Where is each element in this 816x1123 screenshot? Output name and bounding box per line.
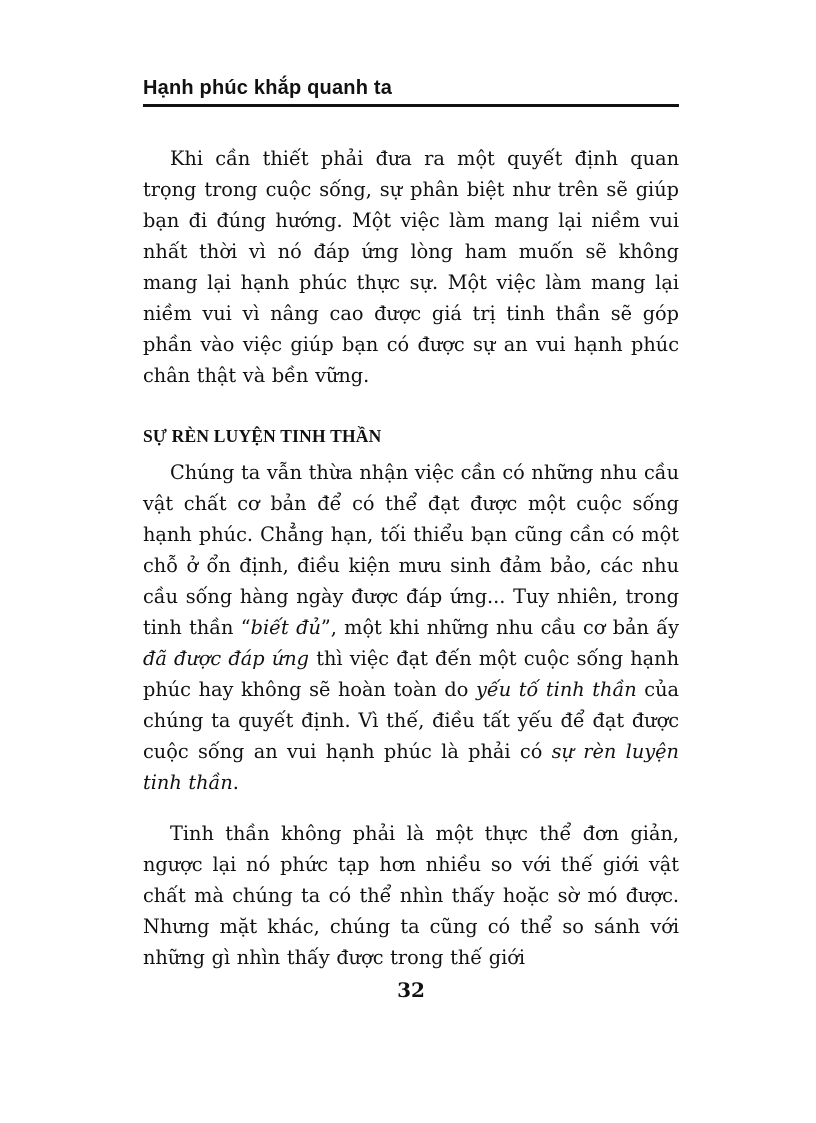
paragraph-3: Tinh thần không phải là một thực thể đơn giản, ngược lại nó phức tạp hơn nhiều so với thế giới vật chất mà chúng ta có thể nhìn thấy hoặc sờ mó được. Nhưng mặt khác, chúng ta cũng có thể so sánh với những gì nhìn thấy được trong thế giới xyxy=(143,822,679,969)
section-heading: SỰ RÈN LUYỆN TINH THẦN xyxy=(143,426,382,446)
italic-phrase: biết đủ xyxy=(250,616,321,639)
paragraph-1: Khi cần thiết phải đưa ra một quyết định quan trọng trong cuộc sống, sự phân biệt như trên sẽ giúp bạn đi đúng hướng. Một việc làm mang lại niềm vui nhất thời vì nó đáp ứng lòng ham muốn sẽ không mang lại hạnh phúc thực sự. Một việc làm mang lại niềm vui vì nâng cao được giá trị tinh thần sẽ góp phần vào việc giúp bạn có được sự an vui hạnh phúc chân thật và bền vững. xyxy=(143,147,679,387)
italic-phrase: sự rèn luyện tinh thần xyxy=(143,740,679,794)
paragraph-2 xyxy=(143,457,679,798)
paragraph-2-text: thì việc đạt đến một cuộc sống hạnh phúc hay không sẽ hoàn toàn do xyxy=(143,647,679,701)
book-page xyxy=(143,0,679,1123)
italic-phrase: đã được đáp ứng xyxy=(143,647,310,670)
paragraph-2-text: Chúng ta vẫn thừa nhận việc cần có những nhu cầu vật chất cơ bản để có thể đạt được một cuộc sống hạnh phúc. Chẳng hạn, tối thiểu bạn cũng cần có một chỗ ở ổn định, điều kiện mưu sinh đảm bảo, các nhu cầu sống hàng ngày được đáp ứng... Tuy nhiên, trong tinh thần “ xyxy=(143,461,679,639)
paragraph-2-text: ”, một khi những nhu cầu cơ bản ấy xyxy=(320,616,679,639)
page-number: 32 xyxy=(397,978,425,1002)
running-header-title: Hạnh phúc khắp quanh ta xyxy=(143,77,393,99)
paragraph-2-text: của chúng ta quyết định. Vì thế, điều tất yếu để đạt được cuộc sống an vui hạnh phúc là phải có xyxy=(143,678,680,763)
italic-phrase: yếu tố tinh thần xyxy=(475,678,637,701)
header-divider xyxy=(143,104,679,107)
paragraph-2-text: . xyxy=(232,771,239,794)
